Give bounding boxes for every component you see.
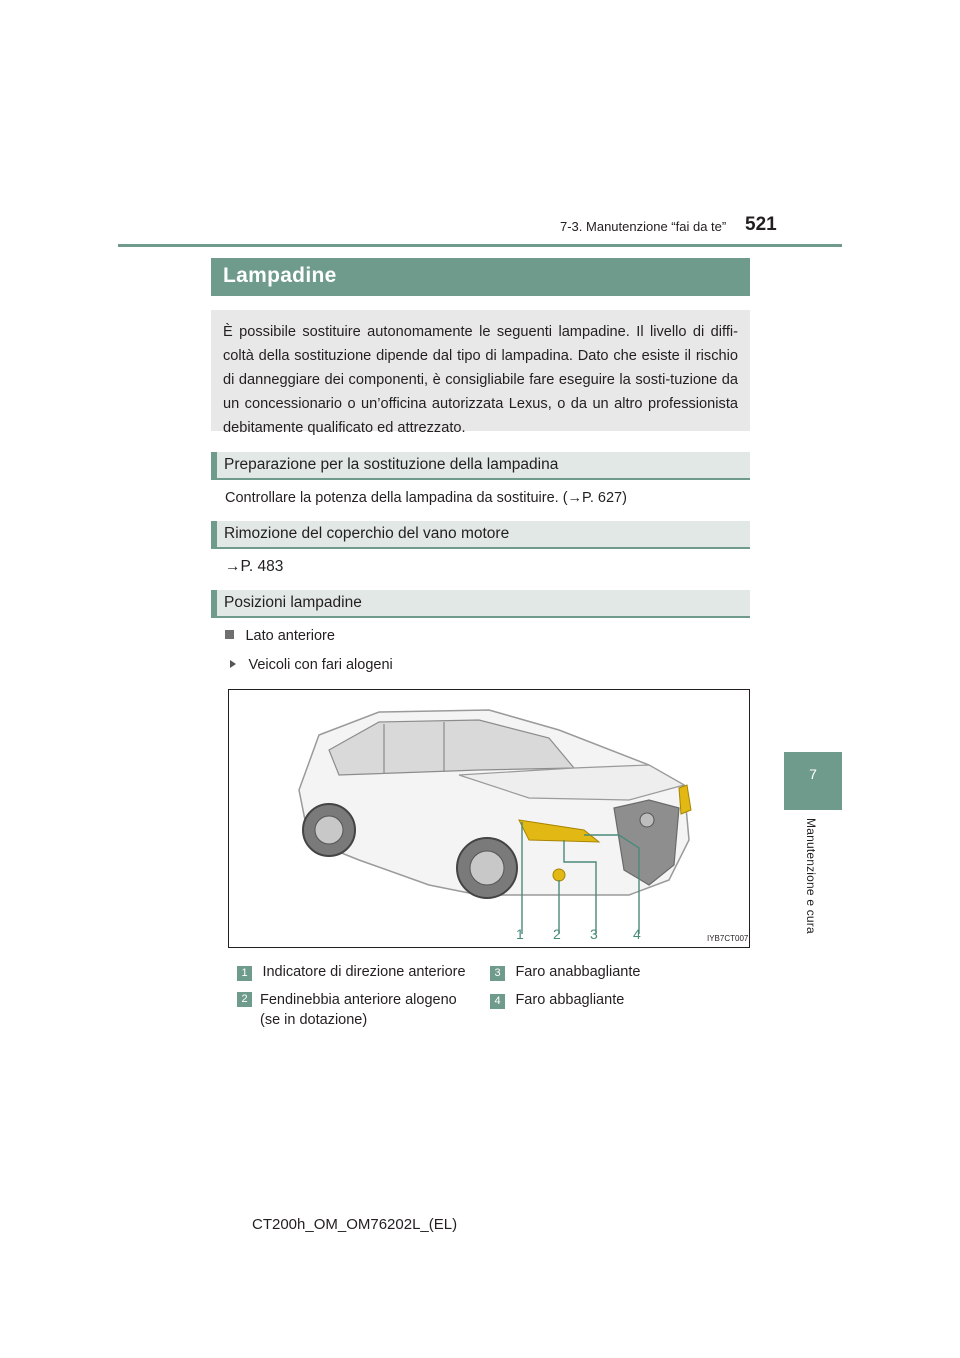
car-illustration bbox=[229, 690, 749, 947]
document-code: CT200h_OM_OM76202L_(EL) bbox=[252, 1216, 458, 1233]
car-figure bbox=[228, 689, 750, 948]
legend-badge-3: 3 bbox=[490, 966, 505, 981]
subheading-engine-cover bbox=[211, 521, 750, 549]
section-title-bar bbox=[211, 258, 750, 296]
page-number: 521 bbox=[745, 214, 777, 235]
subheading-engine-cover-label: Rimozione del coperchio del vano motore bbox=[224, 525, 510, 542]
legend-badge-4: 4 bbox=[490, 994, 505, 1009]
intro-box bbox=[211, 310, 750, 436]
section-title: Lampadine bbox=[223, 264, 337, 287]
bullet-front-side bbox=[225, 627, 335, 645]
callout-3: 3 bbox=[590, 926, 598, 942]
legend-item-1 bbox=[237, 962, 466, 982]
subheading-bulb-positions bbox=[211, 590, 750, 618]
engine-cover-ref: →P. 483 bbox=[225, 558, 284, 575]
preparation-text: Controllare la potenza della lampadina da sostituire. (→P. 627) bbox=[225, 490, 627, 506]
halogen-label: Veicoli con fari alogeni bbox=[248, 657, 393, 673]
legend-badge-1: 1 bbox=[237, 966, 252, 981]
callout-4: 4 bbox=[633, 926, 641, 942]
legend-text-4: Faro abbagliante bbox=[515, 992, 625, 1008]
intro-text: È possibile sostituire autonomamente le seguenti lampadine. Il livello di diffi-coltà della sostituzione dipende dal tipo di lampadina. Dato che esiste il rischio di danneggiare dei componenti, è consigliabile fare eseguire la sosti-tuzione da un concessionario o un’officina autorizzata Lexus, o da un altro professionista debitamente qualificato ed attrezzato. bbox=[223, 324, 738, 436]
subheading-preparation bbox=[211, 452, 750, 480]
header-rule bbox=[118, 244, 842, 247]
subheading-bulb-positions-label: Posizioni lampadine bbox=[224, 594, 362, 611]
legend-text-2: Fendinebbia anteriore alogeno (se in dotazione) bbox=[260, 992, 457, 1028]
square-bullet-icon bbox=[225, 630, 234, 639]
callout-2: 2 bbox=[553, 926, 561, 942]
legend-text-1: Indicatore di direzione anteriore bbox=[262, 964, 466, 980]
legend-badge-2: 2 bbox=[237, 992, 252, 1007]
chapter-tab-number: 7 bbox=[809, 766, 817, 782]
image-code: IYB7CT007 bbox=[707, 934, 749, 943]
chapter-title: 7-3. Manutenzione “fai da te” bbox=[560, 219, 727, 234]
front-side-label: Lato anteriore bbox=[245, 628, 335, 644]
legend-item-2 bbox=[237, 990, 477, 1030]
subheading-preparation-label: Preparazione per la sostituzione della lampadina bbox=[224, 456, 559, 473]
legend-item-4 bbox=[490, 990, 624, 1010]
legend-item-3 bbox=[490, 962, 640, 982]
chapter-tab-label: Manutenzione e cura bbox=[804, 818, 818, 934]
legend-text-3: Faro anabbagliante bbox=[515, 964, 641, 980]
callout-1: 1 bbox=[516, 926, 524, 942]
sub-bullet-halogen bbox=[230, 656, 393, 674]
triangle-bullet-icon bbox=[230, 660, 236, 668]
